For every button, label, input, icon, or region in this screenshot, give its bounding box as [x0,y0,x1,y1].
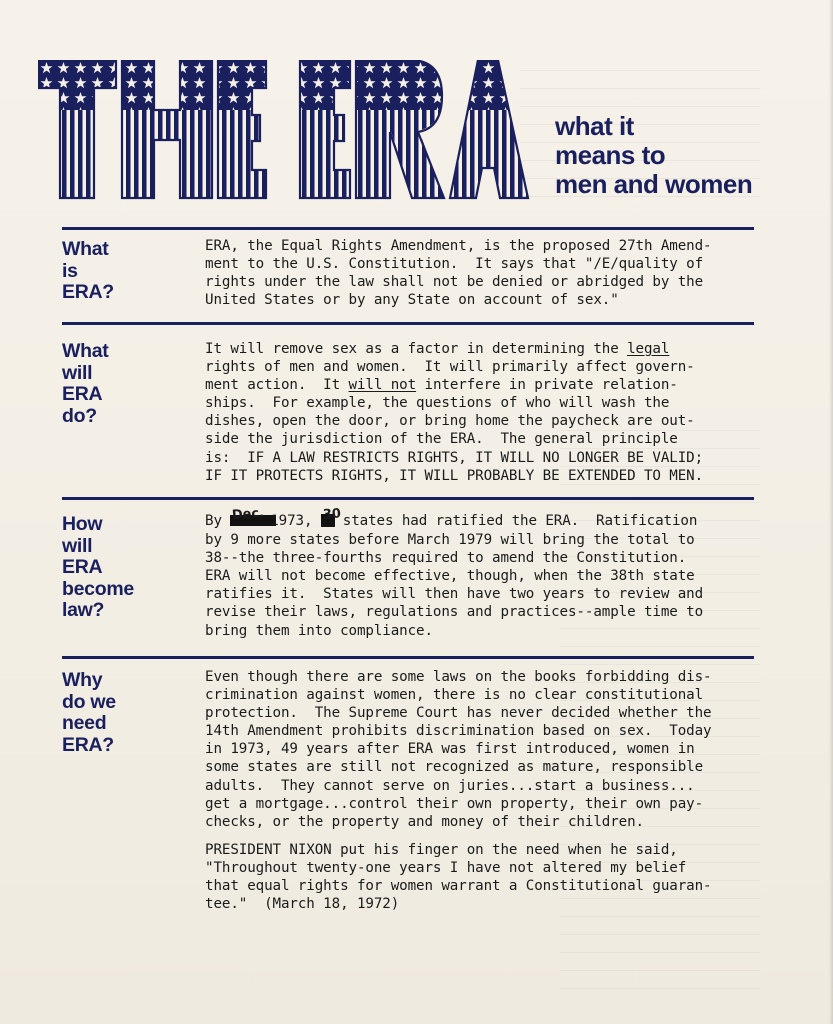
heading-line: What [62,340,109,362]
heading-line: do? [62,404,97,427]
heading-line: ERA [62,383,103,405]
subtitle-line: what it [555,111,634,141]
body-line: United States or by any State on account of sex." [205,292,619,309]
body-line: checks, or the property and money of their children. [205,813,644,830]
section-body-what-is-era [205,237,765,309]
section-divider [62,656,754,659]
body-line: side the jurisdiction of the ERA. The general principle [205,431,678,448]
body-text: By [205,513,231,529]
body-line: protection. The Supreme Court has never decided whether the [205,705,712,722]
section-heading-how-will-era-become-law [62,514,182,622]
body-line [205,340,765,358]
handwritten-count: 30 [322,506,342,523]
section-body-what-will-era-do [205,340,765,485]
body-line [205,376,765,394]
heading-line: Why [62,669,103,691]
body-line: ships. For example, the questions of who will wash the [205,395,670,412]
heading-line: is [62,259,78,282]
section-divider [62,322,754,325]
heading-line: How [62,513,103,535]
heading-line: do we [62,690,116,713]
body-text: interfere in private relation- [416,377,678,394]
body-text: ment action. It [205,377,349,394]
body-line: by 9 more states before March 1979 will bring the total to [205,532,695,549]
body-text: 1973, [270,513,321,529]
underlined-phrase-will-not: will not [348,377,417,394]
section-heading-what-will-era-do [62,341,182,427]
title-logo [38,60,533,205]
body-text: It will remove sex as a factor in determining the [205,341,628,357]
handwritten-month: Dec. [231,505,265,524]
heading-line: ERA [62,556,103,578]
body-line: some states are still not recognized as mature, responsible [205,759,704,776]
body-line: rights under the law shall not be denied or abridged by the [205,274,704,291]
body-line: ment to the U.S. Constitution. It says that "/E/quality of [205,256,704,273]
body-line: ratifies it. States will then have two years to review and [205,586,704,603]
heading-line: need [62,712,107,734]
body-line: dishes, open the door, or bring home the paycheck are out- [205,413,695,430]
body-line: "Throughout twenty-one years I have not altered my belief [205,859,687,876]
heading-line: law? [62,599,105,621]
subtitle-line: men and women [555,169,753,199]
heading-line: ERA? [62,281,114,303]
underlined-word-legal: legal [627,341,670,357]
heading-line: will [62,361,93,384]
body-line: ERA, the Equal Rights Amendment, is the proposed 27th Amend- [205,238,712,254]
body-line: crimination against women, there is no clear constitutional [205,687,704,704]
body-line: in 1973, 49 years after ERA was first introduced, women in [205,741,695,758]
body-line: is: IF A LAW RESTRICTS RIGHTS, IT WILL NO LONGER BE VALID; [205,449,704,466]
body-line: IF IT PROTECTS RIGHTS, IT WILL PROBABLY BE EXTENDED TO MEN. [205,467,704,484]
body-line: Even though there are some laws on the books forbidding dis- [205,669,712,685]
heading-line: ERA? [62,733,114,756]
heading-line: become [62,577,134,600]
section-body-why-do-we-need-era [205,668,765,913]
body-line: 14th Amendment prohibits discrimination based on sex. Today [205,723,712,740]
body-line: rights of men and women. It will primarily affect govern- [205,359,695,376]
section-heading-why-do-we-need-era [62,670,182,756]
body-line: adults. They cannot serve on juries...start a business... [205,777,695,794]
heading-line: What [62,238,109,260]
heading-line: will [62,534,93,557]
section-heading-what-is-era [62,239,182,304]
section-body-how-will-era-become-law [205,505,765,640]
body-line: PRESIDENT NIXON put his finger on the need when he said, [205,841,678,858]
body-text: states had ratified the ERA. Ratification [342,513,698,529]
paragraph [205,668,765,831]
title-subtitle [555,112,752,199]
body-line [205,505,765,531]
page-edge-shadow [829,0,833,1024]
body-line: ERA will not become effective, though, when the 38th state [205,568,695,585]
body-line: tee." (March 18, 1972) [205,896,400,913]
body-line: revise their laws, regulations and practices--ample time to [205,604,704,621]
paragraph-nixon-quote [205,841,765,913]
body-line: get a mortgage...control their own property, their own pay- [205,795,704,812]
subtitle-line: means to [555,140,666,170]
body-line: 38--the three-fourths required to amend the Constitution. [205,550,687,567]
body-line: bring them into compliance. [205,622,433,639]
section-divider [62,227,754,230]
body-line: that equal rights for women warrant a Constitutional guaran- [205,878,712,895]
section-divider [62,497,754,500]
